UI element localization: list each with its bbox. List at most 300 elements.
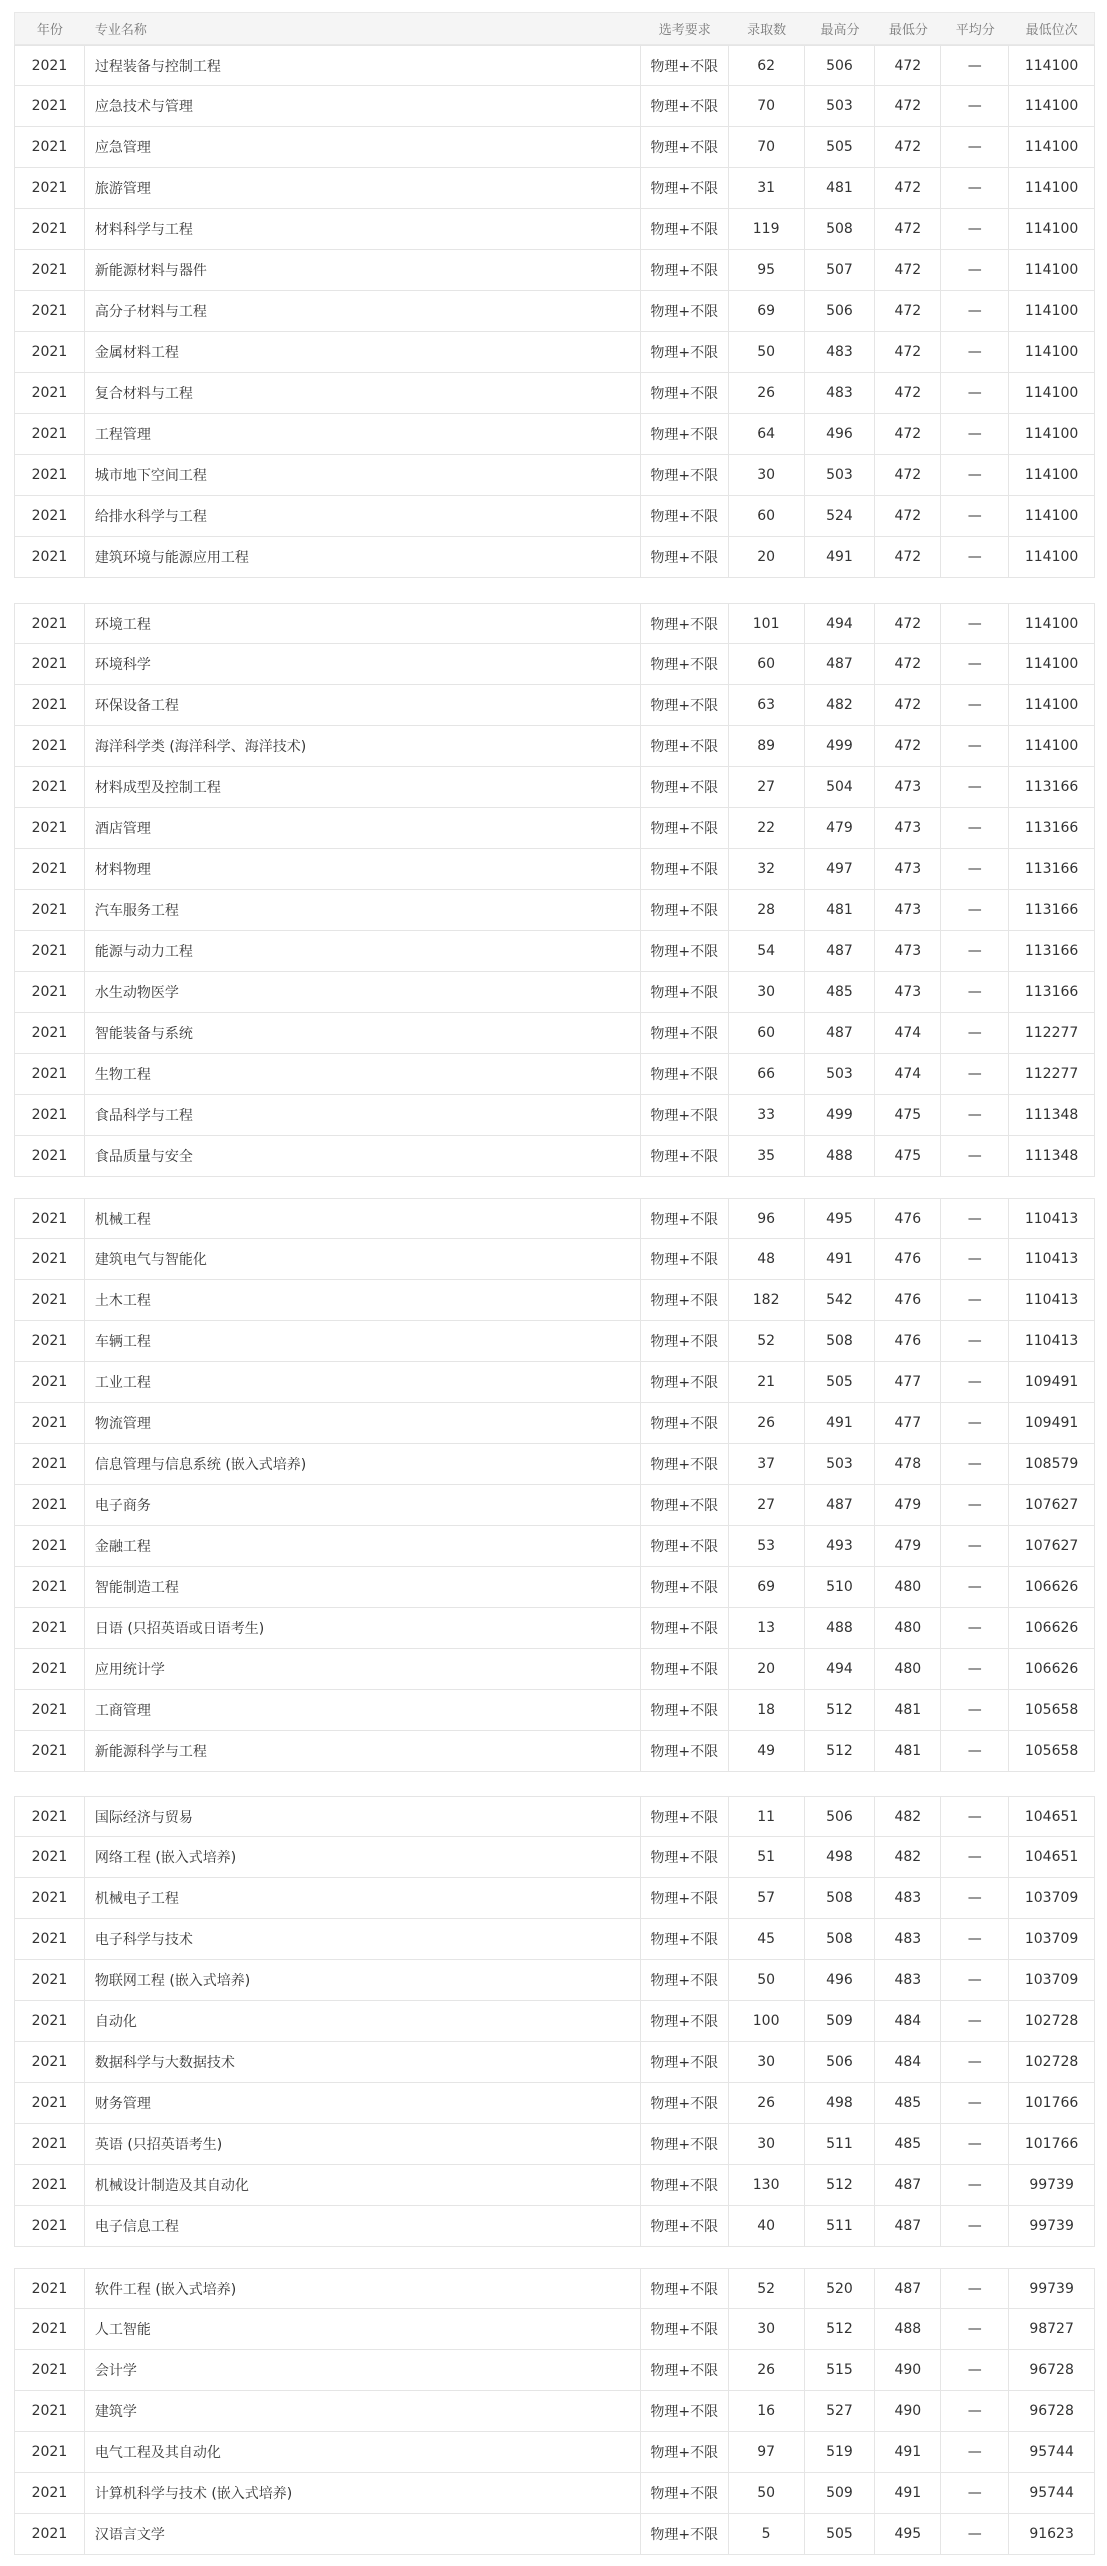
cell-max-score: 503 xyxy=(805,1054,876,1094)
cell-max-score: 506 xyxy=(805,291,876,331)
cell-avg-score: — xyxy=(941,1280,1009,1320)
table-row xyxy=(14,1013,1095,1054)
cell-min-rank: 112277 xyxy=(1024,1025,1079,1041)
cell-avg-score: — xyxy=(941,767,1009,807)
cell-year: 2021 xyxy=(15,537,85,577)
table-row xyxy=(14,332,1095,373)
table-row xyxy=(14,291,1095,332)
cell-year: 2021 xyxy=(15,1239,85,1279)
cell-year: 2021 xyxy=(15,972,85,1012)
cell-avg-score: — xyxy=(941,2473,1009,2513)
table-row xyxy=(14,45,1095,86)
cell-min-rank: 113166 xyxy=(1024,943,1079,959)
cell-max-score: 493 xyxy=(805,1526,876,1566)
table-row xyxy=(14,2083,1095,2124)
cell-year: 2021 xyxy=(15,2473,85,2513)
cell-avg-score: — xyxy=(941,1013,1009,1053)
cell-min-score: 472 xyxy=(875,455,941,495)
cell-requirement: 物理+不限 xyxy=(641,1280,729,1320)
cell-year: 2021 xyxy=(15,2309,85,2349)
cell-min-rank: 114100 xyxy=(1024,467,1079,483)
cell-min-rank: 106626 xyxy=(1024,1620,1079,1636)
cell-min-rank: 104651 xyxy=(1024,1849,1079,1865)
cell-min-score: 473 xyxy=(875,849,941,889)
cell-major: 软件工程 (嵌入式培养) xyxy=(85,2269,641,2308)
cell-max-score: 511 xyxy=(805,2124,876,2164)
cell-year: 2021 xyxy=(15,1731,85,1771)
cell-min-rank: 113166 xyxy=(1024,820,1079,836)
cell-year: 2021 xyxy=(15,1054,85,1094)
cell-count: 50 xyxy=(729,1960,805,2000)
cell-avg-score: — xyxy=(941,332,1009,372)
cell-count: 51 xyxy=(729,1837,805,1877)
cell-year: 2021 xyxy=(15,2042,85,2082)
table-row xyxy=(14,890,1095,931)
cell-min-score: 478 xyxy=(875,1444,941,1484)
cell-min-rank: 114100 xyxy=(1024,697,1079,713)
cell-max-score: 503 xyxy=(805,455,876,495)
table-row xyxy=(14,537,1095,578)
cell-major: 工业工程 xyxy=(85,1362,641,1402)
cell-requirement: 物理+不限 xyxy=(641,455,729,495)
table-row xyxy=(14,1444,1095,1485)
cell-major: 汽车服务工程 xyxy=(85,890,641,930)
cell-major: 建筑电气与智能化 xyxy=(85,1239,641,1279)
cell-max-score: 519 xyxy=(805,2432,876,2472)
cell-min-rank: 114100 xyxy=(1024,262,1079,278)
cell-major: 电子科学与技术 xyxy=(85,1919,641,1959)
table-group xyxy=(14,2268,1095,2555)
cell-major: 电气工程及其自动化 xyxy=(85,2432,641,2472)
cell-requirement: 物理+不限 xyxy=(641,1837,729,1877)
cell-major: 智能装备与系统 xyxy=(85,1013,641,1053)
cell-major: 智能制造工程 xyxy=(85,1567,641,1607)
cell-requirement: 物理+不限 xyxy=(641,1239,729,1279)
cell-max-score: 505 xyxy=(805,1362,876,1402)
cell-max-score: 515 xyxy=(805,2350,876,2390)
cell-min-score: 474 xyxy=(875,1054,941,1094)
cell-min-rank: 104651 xyxy=(1024,1808,1079,1825)
cell-count: 13 xyxy=(729,1608,805,1648)
cell-min-score: 473 xyxy=(875,890,941,930)
cell-year: 2021 xyxy=(15,1797,85,1836)
cell-major: 车辆工程 xyxy=(85,1321,641,1361)
cell-min-rank: 103709 xyxy=(1024,1931,1079,1947)
table-row xyxy=(14,373,1095,414)
cell-count: 30 xyxy=(729,2124,805,2164)
cell-min-rank: 101766 xyxy=(1024,2095,1079,2111)
cell-major: 食品质量与安全 xyxy=(85,1136,641,1176)
cell-year: 2021 xyxy=(15,1321,85,1361)
cell-year: 2021 xyxy=(15,1444,85,1484)
cell-max-score: 508 xyxy=(805,1919,876,1959)
cell-avg-score: — xyxy=(941,685,1009,725)
cell-requirement: 物理+不限 xyxy=(641,46,729,85)
cell-count: 33 xyxy=(729,1095,805,1135)
cell-min-rank: 103709 xyxy=(1024,1972,1079,1988)
cell-count: 30 xyxy=(729,455,805,495)
cell-min-rank: 96728 xyxy=(1029,2362,1074,2378)
cell-year: 2021 xyxy=(15,2001,85,2041)
cell-max-score: 494 xyxy=(805,1649,876,1689)
table-row xyxy=(14,1878,1095,1919)
cell-min-rank: 107627 xyxy=(1024,1497,1079,1513)
cell-requirement: 物理+不限 xyxy=(641,726,729,766)
cell-min-rank: 113166 xyxy=(1024,861,1079,877)
cell-min-rank: 110413 xyxy=(1024,1210,1079,1227)
cell-max-score: 495 xyxy=(805,1199,876,1238)
cell-requirement: 物理+不限 xyxy=(641,496,729,536)
cell-year: 2021 xyxy=(15,250,85,290)
cell-major: 材料科学与工程 xyxy=(85,209,641,249)
table-row xyxy=(14,1796,1095,1837)
cell-count: 60 xyxy=(729,496,805,536)
cell-requirement: 物理+不限 xyxy=(641,250,729,290)
cell-max-score: 506 xyxy=(805,46,876,85)
cell-major: 高分子材料与工程 xyxy=(85,291,641,331)
cell-max-score: 508 xyxy=(805,1321,876,1361)
cell-requirement: 物理+不限 xyxy=(641,2514,729,2554)
cell-avg-score: — xyxy=(941,2269,1009,2308)
cell-requirement: 物理+不限 xyxy=(641,86,729,126)
cell-year: 2021 xyxy=(15,849,85,889)
cell-min-rank: 111348 xyxy=(1024,1107,1079,1123)
cell-max-score: 512 xyxy=(805,2165,876,2205)
cell-major: 人工智能 xyxy=(85,2309,641,2349)
cell-count: 30 xyxy=(729,2309,805,2349)
cell-avg-score: — xyxy=(941,127,1009,167)
table-row xyxy=(14,1567,1095,1608)
cell-max-score: 485 xyxy=(805,972,876,1012)
cell-min-score: 472 xyxy=(875,414,941,454)
table-row xyxy=(14,1731,1095,1772)
header-major: 专业名称 xyxy=(94,23,147,38)
cell-count: 30 xyxy=(729,2042,805,2082)
cell-max-score: 511 xyxy=(805,2206,876,2246)
cell-year: 2021 xyxy=(15,1690,85,1730)
cell-requirement: 物理+不限 xyxy=(641,1013,729,1053)
cell-year: 2021 xyxy=(15,1960,85,2000)
cell-min-rank: 112277 xyxy=(1024,1066,1079,1082)
cell-major: 应急技术与管理 xyxy=(85,86,641,126)
table-row xyxy=(14,2391,1095,2432)
cell-min-rank: 114100 xyxy=(1024,303,1079,319)
cell-max-score: 496 xyxy=(805,414,876,454)
cell-count: 70 xyxy=(729,127,805,167)
cell-min-score: 476 xyxy=(875,1199,941,1238)
cell-avg-score: — xyxy=(941,1690,1009,1730)
cell-min-score: 472 xyxy=(875,86,941,126)
cell-year: 2021 xyxy=(15,2432,85,2472)
cell-min-score: 480 xyxy=(875,1608,941,1648)
cell-count: 130 xyxy=(729,2165,805,2205)
cell-min-score: 472 xyxy=(875,291,941,331)
cell-major: 会计学 xyxy=(85,2350,641,2390)
cell-avg-score: — xyxy=(941,250,1009,290)
cell-count: 50 xyxy=(729,2473,805,2513)
cell-requirement: 物理+不限 xyxy=(641,2269,729,2308)
cell-year: 2021 xyxy=(15,496,85,536)
cell-year: 2021 xyxy=(15,1919,85,1959)
cell-major: 过程装备与控制工程 xyxy=(85,46,641,85)
cell-count: 69 xyxy=(729,1567,805,1607)
cell-requirement: 物理+不限 xyxy=(641,644,729,684)
cell-min-score: 473 xyxy=(875,767,941,807)
cell-count: 97 xyxy=(729,2432,805,2472)
cell-max-score: 505 xyxy=(805,2514,876,2554)
cell-min-score: 491 xyxy=(875,2473,941,2513)
cell-major: 能源与动力工程 xyxy=(85,931,641,971)
cell-major: 酒店管理 xyxy=(85,808,641,848)
cell-min-score: 477 xyxy=(875,1362,941,1402)
cell-min-rank: 91623 xyxy=(1029,2526,1074,2542)
cell-count: 20 xyxy=(729,1649,805,1689)
cell-count: 63 xyxy=(729,685,805,725)
cell-major: 工程管理 xyxy=(85,414,641,454)
cell-min-score: 472 xyxy=(875,168,941,208)
cell-requirement: 物理+不限 xyxy=(641,1878,729,1918)
cell-count: 119 xyxy=(729,209,805,249)
cell-major: 建筑环境与能源应用工程 xyxy=(85,537,641,577)
cell-min-score: 483 xyxy=(875,1960,941,2000)
cell-min-score: 490 xyxy=(875,2391,941,2431)
cell-max-score: 481 xyxy=(805,168,876,208)
cell-major: 金融工程 xyxy=(85,1526,641,1566)
table-row xyxy=(14,2432,1095,2473)
cell-count: 52 xyxy=(729,2269,805,2308)
cell-avg-score: — xyxy=(941,1608,1009,1648)
cell-requirement: 物理+不限 xyxy=(641,604,729,643)
table-group xyxy=(14,1198,1095,1772)
cell-min-score: 485 xyxy=(875,2124,941,2164)
cell-min-rank: 106626 xyxy=(1024,1661,1079,1677)
cell-year: 2021 xyxy=(15,808,85,848)
cell-count: 60 xyxy=(729,1013,805,1053)
table-row xyxy=(14,1198,1095,1239)
cell-year: 2021 xyxy=(15,890,85,930)
cell-count: 30 xyxy=(729,972,805,1012)
table-row xyxy=(14,127,1095,168)
cell-count: 11 xyxy=(729,1797,805,1836)
cell-avg-score: — xyxy=(941,849,1009,889)
cell-year: 2021 xyxy=(15,685,85,725)
cell-avg-score: — xyxy=(941,1567,1009,1607)
cell-requirement: 物理+不限 xyxy=(641,2350,729,2390)
table-row xyxy=(14,2309,1095,2350)
cell-major: 城市地下空间工程 xyxy=(85,455,641,495)
table-row xyxy=(14,1362,1095,1403)
table-row xyxy=(14,168,1095,209)
cell-max-score: 497 xyxy=(805,849,876,889)
cell-requirement: 物理+不限 xyxy=(641,332,729,372)
cell-min-score: 475 xyxy=(875,1136,941,1176)
cell-requirement: 物理+不限 xyxy=(641,1567,729,1607)
cell-max-score: 503 xyxy=(805,86,876,126)
cell-year: 2021 xyxy=(15,931,85,971)
cell-major: 物联网工程 (嵌入式培养) xyxy=(85,1960,641,2000)
cell-year: 2021 xyxy=(15,291,85,331)
cell-requirement: 物理+不限 xyxy=(641,1485,729,1525)
cell-requirement: 物理+不限 xyxy=(641,890,729,930)
cell-min-rank: 113166 xyxy=(1024,984,1079,1000)
cell-avg-score: — xyxy=(941,455,1009,495)
cell-min-rank: 113166 xyxy=(1024,779,1079,795)
cell-min-score: 476 xyxy=(875,1239,941,1279)
table-row xyxy=(14,1690,1095,1731)
cell-min-score: 472 xyxy=(875,250,941,290)
cell-min-score: 481 xyxy=(875,1731,941,1771)
cell-year: 2021 xyxy=(15,1362,85,1402)
cell-min-score: 474 xyxy=(875,1013,941,1053)
cell-max-score: 505 xyxy=(805,127,876,167)
cell-min-score: 479 xyxy=(875,1526,941,1566)
cell-max-score: 479 xyxy=(805,808,876,848)
cell-major: 应用统计学 xyxy=(85,1649,641,1689)
table-row xyxy=(14,767,1095,808)
cell-min-score: 480 xyxy=(875,1649,941,1689)
cell-major: 土木工程 xyxy=(85,1280,641,1320)
cell-year: 2021 xyxy=(15,2391,85,2431)
table-row xyxy=(14,86,1095,127)
cell-min-rank: 114100 xyxy=(1024,615,1079,632)
cell-count: 20 xyxy=(729,537,805,577)
cell-avg-score: — xyxy=(941,86,1009,126)
cell-min-score: 472 xyxy=(875,537,941,577)
cell-min-score: 480 xyxy=(875,1567,941,1607)
cell-count: 69 xyxy=(729,291,805,331)
cell-requirement: 物理+不限 xyxy=(641,2206,729,2246)
header-avg-score: 平均分 xyxy=(955,23,995,38)
cell-min-rank: 114100 xyxy=(1024,221,1079,237)
cell-count: 96 xyxy=(729,1199,805,1238)
cell-max-score: 498 xyxy=(805,1837,876,1877)
cell-requirement: 物理+不限 xyxy=(641,1649,729,1689)
cell-avg-score: — xyxy=(941,496,1009,536)
cell-min-score: 491 xyxy=(875,2432,941,2472)
cell-requirement: 物理+不限 xyxy=(641,1960,729,2000)
table-row xyxy=(14,209,1095,250)
cell-year: 2021 xyxy=(15,726,85,766)
cell-year: 2021 xyxy=(15,2206,85,2246)
table-row xyxy=(14,1054,1095,1095)
table-row xyxy=(14,2268,1095,2309)
cell-avg-score: — xyxy=(941,2206,1009,2246)
table-row xyxy=(14,1403,1095,1444)
cell-avg-score: — xyxy=(941,1960,1009,2000)
cell-max-score: 520 xyxy=(805,2269,876,2308)
cell-count: 27 xyxy=(729,767,805,807)
cell-avg-score: — xyxy=(941,2514,1009,2554)
cell-count: 22 xyxy=(729,808,805,848)
cell-major: 环保设备工程 xyxy=(85,685,641,725)
cell-min-score: 487 xyxy=(875,2206,941,2246)
cell-count: 48 xyxy=(729,1239,805,1279)
cell-major: 计算机科学与技术 (嵌入式培养) xyxy=(85,2473,641,2513)
cell-count: 26 xyxy=(729,2350,805,2390)
cell-requirement: 物理+不限 xyxy=(641,1526,729,1566)
table-row xyxy=(14,849,1095,890)
cell-count: 49 xyxy=(729,1731,805,1771)
cell-avg-score: — xyxy=(941,931,1009,971)
cell-min-rank: 110413 xyxy=(1024,1292,1079,1308)
table-row xyxy=(14,2473,1095,2514)
cell-min-rank: 98727 xyxy=(1029,2321,1074,2337)
cell-count: 57 xyxy=(729,1878,805,1918)
cell-count: 89 xyxy=(729,726,805,766)
cell-year: 2021 xyxy=(15,1526,85,1566)
cell-min-rank: 99739 xyxy=(1029,2177,1074,2193)
cell-major: 工商管理 xyxy=(85,1690,641,1730)
cell-count: 45 xyxy=(729,1919,805,1959)
cell-max-score: 508 xyxy=(805,1878,876,1918)
cell-min-score: 472 xyxy=(875,644,941,684)
cell-year: 2021 xyxy=(15,1280,85,1320)
table-group xyxy=(14,603,1095,1177)
cell-year: 2021 xyxy=(15,46,85,85)
cell-requirement: 物理+不限 xyxy=(641,849,729,889)
cell-min-rank: 106626 xyxy=(1024,1579,1079,1595)
cell-avg-score: — xyxy=(941,373,1009,413)
cell-count: 60 xyxy=(729,644,805,684)
cell-requirement: 物理+不限 xyxy=(641,2001,729,2041)
table-row xyxy=(14,972,1095,1013)
cell-max-score: 491 xyxy=(805,1403,876,1443)
cell-avg-score: — xyxy=(941,2350,1009,2390)
cell-avg-score: — xyxy=(941,604,1009,643)
header-count: 录取数 xyxy=(747,23,787,38)
table-row xyxy=(14,1239,1095,1280)
cell-count: 5 xyxy=(729,2514,805,2554)
cell-count: 54 xyxy=(729,931,805,971)
table-group xyxy=(14,1796,1095,2247)
table-row xyxy=(14,1526,1095,1567)
cell-major: 旅游管理 xyxy=(85,168,641,208)
cell-requirement: 物理+不限 xyxy=(641,414,729,454)
cell-min-rank: 105658 xyxy=(1024,1743,1079,1759)
cell-requirement: 物理+不限 xyxy=(641,1136,729,1176)
cell-avg-score: — xyxy=(941,1485,1009,1525)
cell-avg-score: — xyxy=(941,726,1009,766)
cell-requirement: 物理+不限 xyxy=(641,1444,729,1484)
cell-count: 32 xyxy=(729,849,805,889)
cell-min-rank: 99739 xyxy=(1029,2218,1074,2234)
table-row xyxy=(14,496,1095,537)
cell-requirement: 物理+不限 xyxy=(641,1731,729,1771)
cell-year: 2021 xyxy=(15,1403,85,1443)
cell-max-score: 509 xyxy=(805,2473,876,2513)
table-row xyxy=(14,1919,1095,1960)
cell-min-score: 472 xyxy=(875,685,941,725)
cell-max-score: 542 xyxy=(805,1280,876,1320)
cell-min-rank: 114100 xyxy=(1024,57,1079,74)
cell-requirement: 物理+不限 xyxy=(641,1095,729,1135)
cell-count: 66 xyxy=(729,1054,805,1094)
cell-count: 31 xyxy=(729,168,805,208)
cell-requirement: 物理+不限 xyxy=(641,931,729,971)
cell-min-rank: 102728 xyxy=(1024,2054,1079,2070)
cell-year: 2021 xyxy=(15,2350,85,2390)
cell-year: 2021 xyxy=(15,1608,85,1648)
table-row xyxy=(14,685,1095,726)
cell-major: 建筑学 xyxy=(85,2391,641,2431)
cell-max-score: 506 xyxy=(805,1797,876,1836)
cell-avg-score: — xyxy=(941,1797,1009,1836)
cell-min-score: 473 xyxy=(875,931,941,971)
cell-max-score: 487 xyxy=(805,1485,876,1525)
cell-requirement: 物理+不限 xyxy=(641,1321,729,1361)
cell-major: 复合材料与工程 xyxy=(85,373,641,413)
cell-min-score: 472 xyxy=(875,127,941,167)
